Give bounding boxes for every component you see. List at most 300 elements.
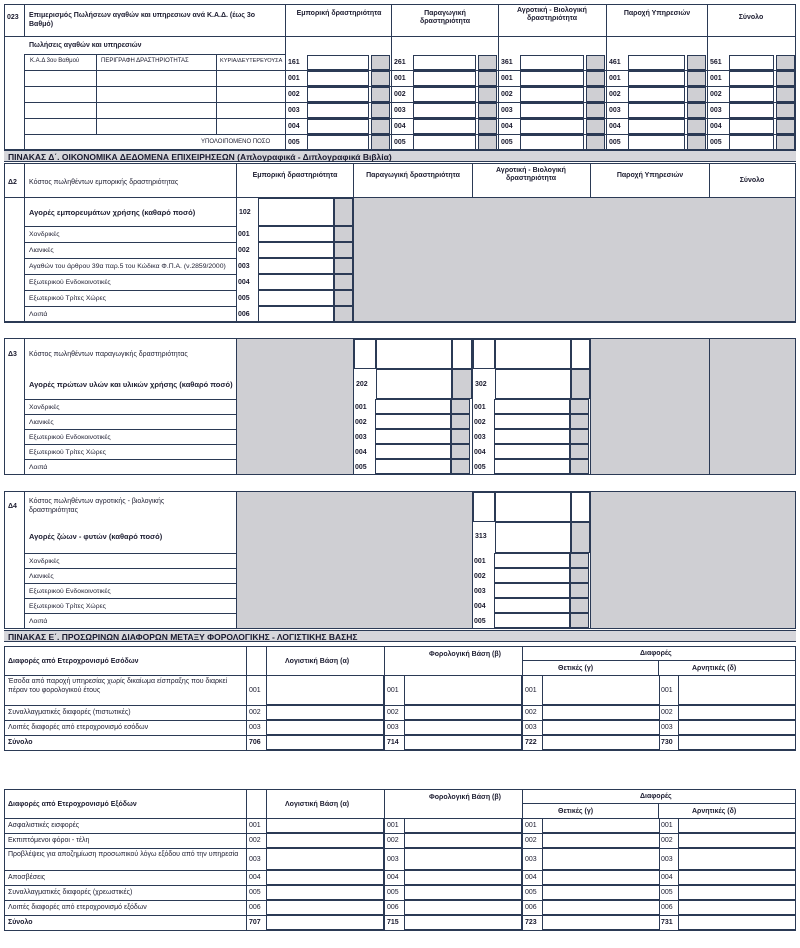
kad-decimal-box bbox=[586, 135, 605, 150]
kad-amount-input[interactable] bbox=[520, 135, 584, 150]
decimal-box bbox=[570, 568, 589, 583]
e-field-code: 003 bbox=[249, 724, 261, 731]
e-amount-input[interactable] bbox=[266, 705, 384, 720]
decimal-box bbox=[334, 290, 353, 306]
e-amount-input[interactable] bbox=[542, 870, 660, 885]
e-amount-input[interactable] bbox=[266, 870, 384, 885]
e-total-code: 715 bbox=[387, 919, 399, 926]
e-amount-input[interactable] bbox=[542, 720, 660, 735]
kad-field-code: 005 bbox=[501, 139, 513, 146]
decimal-box bbox=[452, 369, 472, 399]
kad-row-input[interactable] bbox=[217, 71, 285, 86]
e-amount-input[interactable] bbox=[404, 818, 522, 833]
kad-amount-input[interactable] bbox=[729, 87, 774, 102]
e-field-code: 006 bbox=[525, 904, 537, 911]
kad-col-header: Αγροτική - Βιολογική δραστηριότητα bbox=[517, 7, 587, 22]
kad-field-code: 003 bbox=[710, 107, 722, 114]
decimal-box bbox=[334, 274, 353, 290]
kad-field-code: 002 bbox=[501, 91, 513, 98]
e-field-code: 002 bbox=[661, 709, 673, 716]
e-field-code: 003 bbox=[525, 724, 537, 731]
e-total-code: 707 bbox=[249, 919, 261, 926]
table-d-title: ΠΙΝΑΚΑΣ Δ΄. ΟΙΚΟΝΟΜΙΚΑ ΔΕΔΟΜΕΝΑ ΕΠΙΧΕΙΡΗΣΕΩΝ (Απλογραφικά - Διπλογραφικά Βιβλία) bbox=[8, 152, 392, 162]
kad-field-code: 005 bbox=[288, 139, 300, 146]
decimal-box bbox=[570, 444, 589, 459]
purchase-input[interactable] bbox=[376, 369, 452, 399]
decimal-box bbox=[451, 429, 470, 444]
e-field-code: 003 bbox=[249, 855, 261, 863]
decimal-box bbox=[334, 306, 353, 322]
e-amount-input[interactable] bbox=[266, 900, 384, 915]
e-field-code: 002 bbox=[387, 837, 399, 844]
e-amount-input[interactable] bbox=[542, 885, 660, 900]
d4-purchase: Αγορές ζώων - φυτών (καθαρό ποσό) bbox=[29, 532, 163, 541]
e-row-label: Συναλλαγματικές διαφορές (χρεωστικές) bbox=[8, 889, 133, 896]
kad-amount-input[interactable] bbox=[729, 103, 774, 118]
data-row-label: Εξωτερικού Ενδοκοινοτικές bbox=[29, 279, 111, 286]
e-header-log: Λογιστική Βάση (α) bbox=[285, 658, 350, 665]
e-amount-input[interactable] bbox=[678, 818, 796, 833]
decimal-box bbox=[334, 226, 353, 242]
e-field-code: 004 bbox=[249, 874, 261, 881]
e-header-neg: Αρνητικές (δ) bbox=[692, 665, 737, 672]
decimal-box bbox=[570, 583, 589, 598]
kad-field-code: 003 bbox=[501, 107, 513, 114]
kad-field-code: 002 bbox=[288, 91, 300, 98]
kad-amount-input[interactable] bbox=[520, 119, 584, 134]
e-field-code: 003 bbox=[661, 724, 673, 731]
e-total-code: 706 bbox=[249, 739, 261, 746]
amount-input[interactable] bbox=[494, 429, 570, 444]
e-row-label: Ασφαλιστικές εισφορές bbox=[8, 822, 80, 829]
kad-amount-input[interactable] bbox=[520, 87, 584, 102]
purchase-code: 313 bbox=[475, 533, 487, 540]
decimal-box bbox=[570, 598, 589, 613]
e-field-code: 003 bbox=[661, 855, 673, 863]
kad-decimal-box bbox=[776, 119, 795, 134]
e-total-code: 731 bbox=[661, 919, 673, 926]
purchase-code: 102 bbox=[239, 209, 251, 216]
field-code: 001 bbox=[355, 404, 367, 411]
kad-field-code: 461 bbox=[609, 59, 621, 66]
kad-col-header: Παραγωγική δραστηριότητα bbox=[419, 10, 471, 25]
kad-amount-input[interactable] bbox=[729, 55, 774, 70]
e-amount-input[interactable] bbox=[404, 675, 522, 705]
e-field-code: 001 bbox=[525, 822, 537, 829]
amount-input[interactable] bbox=[258, 242, 334, 258]
e-field-code: 005 bbox=[387, 889, 399, 896]
kad-decimal-box bbox=[776, 71, 795, 86]
kad-decimal-box bbox=[478, 103, 497, 118]
amount-input[interactable] bbox=[494, 598, 570, 613]
amount-input[interactable] bbox=[494, 444, 570, 459]
amount-input[interactable] bbox=[494, 459, 570, 474]
purchase-input[interactable] bbox=[495, 369, 571, 399]
kad-decimal-box bbox=[687, 71, 706, 86]
e-header-tax: Φορολογική Βάση (β) bbox=[429, 794, 501, 801]
purchase-input[interactable] bbox=[258, 198, 334, 226]
kad-row-input[interactable] bbox=[97, 103, 216, 118]
kad-row-input[interactable] bbox=[217, 119, 285, 134]
d3-title: Κόστος πωληθέντων παραγωγικής δραστηριότητας bbox=[29, 351, 188, 358]
e-header-diff: Διαφορές bbox=[640, 650, 672, 657]
e-total-input[interactable] bbox=[542, 915, 660, 930]
e-amount-input[interactable] bbox=[542, 900, 660, 915]
e-field-code: 004 bbox=[661, 874, 673, 881]
kad-decimal-box bbox=[776, 103, 795, 118]
field-code: 001 bbox=[474, 404, 486, 411]
field-code: 004 bbox=[355, 449, 367, 456]
e-field-code: 002 bbox=[525, 709, 537, 716]
data-row-label: Λιανικές bbox=[29, 247, 54, 254]
e-header-pos: Θετικές (γ) bbox=[558, 808, 594, 815]
e-amount-input[interactable] bbox=[404, 870, 522, 885]
amount-input[interactable] bbox=[494, 553, 570, 568]
kad-field-code: 001 bbox=[609, 75, 621, 82]
kad-field-code: 004 bbox=[501, 123, 513, 130]
d2-title: Κόστος πωληθέντων εμπορικής δραστηριότητας bbox=[29, 179, 179, 186]
e-total-label: Σύνολο bbox=[8, 739, 33, 746]
e-amount-input[interactable] bbox=[542, 705, 660, 720]
kad-field-code: 002 bbox=[394, 91, 406, 98]
d3-id: Δ3 bbox=[8, 351, 17, 358]
kad-amount-input[interactable] bbox=[307, 55, 369, 70]
e-field-code: 002 bbox=[249, 837, 261, 844]
field-code: 002 bbox=[474, 419, 486, 426]
kad-field-code: 161 bbox=[288, 59, 300, 66]
e-field-code: 001 bbox=[387, 686, 399, 694]
e-field-code: 001 bbox=[661, 822, 673, 829]
e-total-label: Σύνολο bbox=[8, 919, 33, 926]
d3-purchase: Αγορές πρώτων υλών και υλικών χρήσης (καθαρό ποσό) bbox=[29, 380, 233, 389]
kad-field-code: 002 bbox=[609, 91, 621, 98]
kad-decimal-box bbox=[478, 119, 497, 134]
kad-row-input[interactable] bbox=[217, 103, 285, 118]
decimal-box bbox=[334, 242, 353, 258]
e-amount-input[interactable] bbox=[542, 833, 660, 848]
kad-amount-input[interactable] bbox=[520, 103, 584, 118]
kad-decimal-box bbox=[371, 119, 390, 134]
kad-col-kad: Κ.Α.Δ 3ου Βαθμού bbox=[30, 58, 80, 64]
kad-decimal-box bbox=[586, 55, 605, 70]
amount-input[interactable] bbox=[258, 306, 334, 322]
d4-id: Δ4 bbox=[8, 503, 17, 510]
e-header-tax: Φορολογική Βάση (β) bbox=[429, 651, 501, 658]
data-row-label: Λιανικές bbox=[29, 419, 54, 426]
amount-input[interactable] bbox=[375, 444, 451, 459]
e-amount-input[interactable] bbox=[404, 848, 522, 870]
kad-decimal-box bbox=[586, 119, 605, 134]
e-field-code: 002 bbox=[387, 709, 399, 716]
decimal-box bbox=[451, 399, 470, 414]
e-field-code: 005 bbox=[525, 889, 537, 896]
kad-amount-input[interactable] bbox=[307, 71, 369, 86]
kad-field-code: 001 bbox=[710, 75, 722, 82]
table-d-title-bar bbox=[4, 150, 796, 162]
e-amount-input[interactable] bbox=[678, 870, 796, 885]
data-row-label: Λιανικές bbox=[29, 573, 54, 580]
decimal-box bbox=[451, 459, 470, 474]
e-amount-input[interactable] bbox=[678, 675, 796, 705]
amount-input[interactable] bbox=[258, 226, 334, 242]
e-field-code: 006 bbox=[661, 904, 673, 911]
kad-title: Επιμερισμός Πωλήσεων αγαθών και υπηρεσιων ανά Κ.Α.Δ. (έως 3ο Βαθμό) bbox=[29, 12, 256, 28]
kad-subtitle: Πωλήσεις αγαθών και υπηρεσιών bbox=[29, 42, 142, 49]
field-code: 001 bbox=[474, 558, 486, 565]
e-amount-input[interactable] bbox=[678, 720, 796, 735]
kad-amount-input[interactable] bbox=[628, 119, 685, 134]
e-field-code: 006 bbox=[387, 904, 399, 911]
e-amount-input[interactable] bbox=[542, 848, 660, 870]
d4-title: Κόστος πωληθέντων αγροτικής - βιολογικής δραστηριότητας bbox=[29, 498, 165, 514]
e-amount-input[interactable] bbox=[678, 705, 796, 720]
kad-amount-input[interactable] bbox=[307, 103, 369, 118]
e-amount-input[interactable] bbox=[266, 848, 384, 870]
kad-field-code: 561 bbox=[710, 59, 722, 66]
kad-col-desc: ΠΕΡΙΓΡΑΦΗ ΔΡΑΣΤΗΡΙΟΤΗΤΑΣ bbox=[101, 58, 189, 64]
table-e-title: ΠΙΝΑΚΑΣ Ε΄. ΠΡΟΣΩΡΙΝΩΝ ΔΙΑΦΟΡΩΝ ΜΕΤΑΞΥ ΦΟΡΟΛΟΓΙΚΗΣ - ΛΟΓΙΣΤΙΚΗΣ ΒΑΣΗΣ bbox=[8, 632, 358, 642]
kad-amount-input[interactable] bbox=[307, 135, 369, 150]
e-field-code: 001 bbox=[249, 686, 261, 694]
kad-amount-input[interactable] bbox=[729, 71, 774, 86]
field-code: 002 bbox=[355, 419, 367, 426]
kad-field-code: 005 bbox=[609, 139, 621, 146]
e-total-code: 730 bbox=[661, 739, 673, 746]
e-field-code: 005 bbox=[661, 889, 673, 896]
e-field-code: 003 bbox=[387, 724, 399, 731]
field-code: 004 bbox=[474, 449, 486, 456]
e-row-label: Λοιπές διαφορές από ετεροχρονισμό εξόδων bbox=[8, 904, 147, 911]
d2-id: Δ2 bbox=[8, 179, 17, 186]
kad-field-code: 001 bbox=[288, 75, 300, 82]
decimal-box bbox=[334, 258, 353, 274]
e-header-neg: Αρνητικές (δ) bbox=[692, 808, 737, 815]
e-amount-input[interactable] bbox=[266, 833, 384, 848]
e-amount-input[interactable] bbox=[266, 720, 384, 735]
e-total-input[interactable] bbox=[404, 735, 522, 750]
amount-input[interactable] bbox=[258, 258, 334, 274]
e-amount-input[interactable] bbox=[542, 818, 660, 833]
kad-code: 023 bbox=[7, 14, 19, 21]
e-amount-input[interactable] bbox=[404, 705, 522, 720]
data-row-label: Εξωτερικού Ενδοκοινοτικές bbox=[29, 588, 111, 595]
kad-decimal-box bbox=[371, 71, 390, 86]
e-total-code: 714 bbox=[387, 739, 399, 746]
e-field-code: 002 bbox=[525, 837, 537, 844]
e-header-log: Λογιστική Βάση (α) bbox=[285, 801, 350, 808]
decimal-box bbox=[451, 444, 470, 459]
kad-amount-input[interactable] bbox=[413, 119, 476, 134]
kad-decimal-box bbox=[586, 103, 605, 118]
kad-decimal-box bbox=[478, 87, 497, 102]
kad-amount-input[interactable] bbox=[628, 103, 685, 118]
kad-amount-input[interactable] bbox=[413, 87, 476, 102]
kad-decimal-box bbox=[776, 87, 795, 102]
kad-amount-input[interactable] bbox=[628, 87, 685, 102]
kad-field-code: 361 bbox=[501, 59, 513, 66]
kad-decimal-box bbox=[586, 71, 605, 86]
e-field-code: 001 bbox=[387, 822, 399, 829]
kad-field-code: 003 bbox=[394, 107, 406, 114]
amount-input[interactable] bbox=[494, 613, 570, 628]
e-field-code: 006 bbox=[249, 904, 261, 911]
e-field-code: 004 bbox=[387, 874, 399, 881]
field-code: 005 bbox=[474, 464, 486, 471]
kad-amount-input[interactable] bbox=[307, 119, 369, 134]
kad-row-input[interactable] bbox=[217, 87, 285, 102]
kad-decimal-box bbox=[371, 55, 390, 70]
data-row-label: Χονδρικές bbox=[29, 558, 60, 565]
amount-input[interactable] bbox=[494, 568, 570, 583]
d-col-header: Αγροτική - Βιολογική δραστηριότητα bbox=[496, 167, 566, 182]
e-header-pos: Θετικές (γ) bbox=[558, 665, 594, 672]
decimal-box bbox=[570, 429, 589, 444]
data-row-label: Λοιπά bbox=[29, 464, 48, 471]
kad-amount-input[interactable] bbox=[628, 135, 685, 150]
amount-input[interactable] bbox=[375, 429, 451, 444]
d2-purchase: Αγορές εμπορευμάτων χρήσης (καθαρό ποσό) bbox=[29, 208, 196, 217]
e-amount-input[interactable] bbox=[678, 848, 796, 870]
data-row-label: Λοιπά bbox=[29, 618, 48, 625]
field-code: 005 bbox=[355, 464, 367, 471]
amount-input[interactable] bbox=[375, 399, 451, 414]
kad-decimal-box bbox=[371, 87, 390, 102]
kad-field-code: 003 bbox=[288, 107, 300, 114]
amount-input[interactable] bbox=[494, 414, 570, 429]
kad-decimal-box bbox=[687, 119, 706, 134]
kad-amount-input[interactable] bbox=[729, 135, 774, 150]
kad-amount-input[interactable] bbox=[413, 103, 476, 118]
kad-field-code: 004 bbox=[394, 123, 406, 130]
data-row-label: Χονδρικές bbox=[29, 231, 60, 238]
e-total-input[interactable] bbox=[542, 735, 660, 750]
kad-decimal-box bbox=[371, 103, 390, 118]
e-row-label: Λοιπές διαφορές από ετεροχρονισμό εσόδων bbox=[8, 724, 149, 731]
e-section-title: Διαφορές από Ετεροχρονισμό Εξόδων bbox=[8, 801, 137, 808]
kad-amount-input[interactable] bbox=[413, 71, 476, 86]
kad-col-kd: ΚΥΡΙΑ/ΔΕΥΤΕΡΕΥΟΥΣΑ bbox=[220, 58, 283, 64]
amount-input[interactable] bbox=[494, 583, 570, 598]
e-amount-input[interactable] bbox=[678, 833, 796, 848]
e-amount-input[interactable] bbox=[266, 675, 384, 705]
amount-input[interactable] bbox=[258, 290, 334, 306]
decimal-box bbox=[571, 522, 590, 553]
kad-amount-input[interactable] bbox=[413, 135, 476, 150]
e-amount-input[interactable] bbox=[266, 885, 384, 900]
e-amount-input[interactable] bbox=[404, 885, 522, 900]
kad-row-input[interactable] bbox=[97, 71, 216, 86]
kad-decimal-box bbox=[478, 71, 497, 86]
data-row-label: Λοιπά bbox=[29, 311, 48, 318]
amount-input[interactable] bbox=[494, 399, 570, 414]
e-total-input[interactable] bbox=[678, 735, 796, 750]
kad-amount-input[interactable] bbox=[628, 71, 685, 86]
data-row-label: Εξωτερικού Τρίτες Χώρες bbox=[29, 603, 106, 610]
kad-amount-input[interactable] bbox=[520, 55, 584, 70]
kad-field-code: 001 bbox=[394, 75, 406, 82]
e-header-diff: Διαφορές bbox=[640, 793, 672, 800]
e-field-code: 002 bbox=[661, 837, 673, 844]
kad-row-input[interactable] bbox=[25, 119, 96, 134]
decimal-box bbox=[570, 459, 589, 474]
e-total-input[interactable] bbox=[404, 915, 522, 930]
e-row-label: Αποσβέσεις bbox=[8, 874, 46, 881]
e-amount-input[interactable] bbox=[404, 900, 522, 915]
field-code: 004 bbox=[238, 279, 250, 286]
d-col-header: Εμπορική δραστηριότητα bbox=[252, 172, 338, 179]
d-col-header: Παροχή Υπηρεσιών bbox=[616, 172, 684, 179]
kad-row-input[interactable] bbox=[97, 87, 216, 102]
kad-field-code: 003 bbox=[609, 107, 621, 114]
amount-input[interactable] bbox=[258, 274, 334, 290]
field-code: 003 bbox=[355, 434, 367, 441]
kad-amount-input[interactable] bbox=[628, 55, 685, 70]
e-amount-input[interactable] bbox=[404, 833, 522, 848]
kad-decimal-box bbox=[586, 87, 605, 102]
purchase-code: 202 bbox=[356, 381, 368, 388]
e-amount-input[interactable] bbox=[542, 675, 660, 705]
kad-decimal-box bbox=[776, 55, 795, 70]
kad-decimal-box bbox=[371, 135, 390, 150]
e-total-input[interactable] bbox=[266, 915, 384, 930]
e-amount-input[interactable] bbox=[678, 885, 796, 900]
data-row-label: Εξωτερικού Τρίτες Χώρες bbox=[29, 449, 106, 456]
data-row-label: Εξωτερικού Τρίτες Χώρες bbox=[29, 295, 106, 302]
kad-field-code: 001 bbox=[501, 75, 513, 82]
kad-amount-input[interactable] bbox=[413, 55, 476, 70]
kad-decimal-box bbox=[687, 55, 706, 70]
field-code: 003 bbox=[474, 588, 486, 595]
decimal-box bbox=[570, 399, 589, 414]
kad-row-input[interactable] bbox=[25, 103, 96, 118]
decimal-box bbox=[451, 414, 470, 429]
e-amount-input[interactable] bbox=[266, 818, 384, 833]
e-row-label: Συναλλαγματικές διαφορές (πιστωτικές) bbox=[8, 709, 131, 716]
e-total-code: 722 bbox=[525, 739, 537, 746]
kad-amount-input[interactable] bbox=[307, 87, 369, 102]
kad-amount-input[interactable] bbox=[520, 71, 584, 86]
e-field-code: 003 bbox=[525, 855, 537, 863]
kad-amount-input[interactable] bbox=[729, 119, 774, 134]
e-amount-input[interactable] bbox=[678, 900, 796, 915]
purchase-input[interactable] bbox=[495, 522, 571, 553]
e-amount-input[interactable] bbox=[404, 720, 522, 735]
d-col-header: Παραγωγική δραστηριότητα bbox=[366, 172, 460, 179]
e-total-input[interactable] bbox=[678, 915, 796, 930]
field-code: 006 bbox=[238, 311, 250, 318]
data-row-label: Εξωτερικού Ενδοκοινοτικές bbox=[29, 434, 111, 441]
kad-col-header: Παροχή Υπηρεσιών bbox=[623, 10, 691, 17]
e-total-input[interactable] bbox=[266, 735, 384, 750]
kad-field-code: 005 bbox=[394, 139, 406, 146]
kad-row-input[interactable] bbox=[25, 87, 96, 102]
field-code: 004 bbox=[474, 603, 486, 610]
decimal-box bbox=[570, 613, 589, 628]
kad-decimal-box bbox=[687, 103, 706, 118]
e-field-code: 001 bbox=[525, 686, 537, 694]
d-col-header: Σύνολο bbox=[739, 177, 765, 184]
e-field-code: 005 bbox=[249, 889, 261, 896]
kad-field-code: 005 bbox=[710, 139, 722, 146]
kad-row-input[interactable] bbox=[97, 119, 216, 134]
kad-decimal-box bbox=[478, 135, 497, 150]
e-field-code: 003 bbox=[387, 855, 399, 863]
e-section-title: Διαφορές από Ετεροχρονισμό Εσόδων bbox=[8, 658, 139, 665]
amount-input[interactable] bbox=[375, 459, 451, 474]
kad-field-code: 261 bbox=[394, 59, 406, 66]
amount-input[interactable] bbox=[375, 414, 451, 429]
kad-row-input[interactable] bbox=[25, 71, 96, 86]
